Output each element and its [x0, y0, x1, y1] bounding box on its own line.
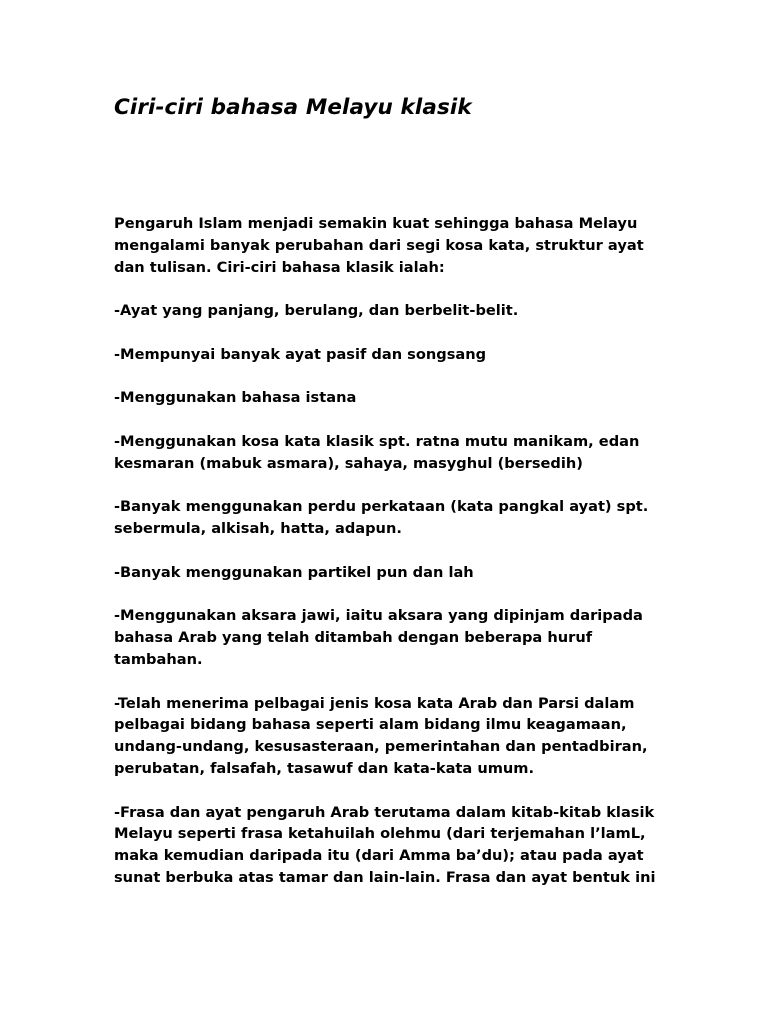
list-item-jawi-script	[114, 605, 714, 670]
text-line: -Menggunakan aksara jawi, iaitu aksara yang dipinjam daripada	[114, 607, 643, 625]
text-line: -Telah menerima pelbagai jenis kosa kata Arab dan Parsi dalam	[114, 694, 635, 712]
text-line: dan tulisan. Ciri-ciri bahasa klasik ialah:	[114, 258, 445, 276]
paragraph-intro	[114, 213, 714, 278]
list-item-sentence-openers	[114, 496, 714, 540]
list-item-palace-language	[114, 387, 714, 409]
list-item-particles	[114, 562, 714, 584]
text-line: kesmaran (mabuk asmara), sahaya, masyghul (bersedih)	[114, 454, 583, 472]
document-title: Ciri-ciri bahasa Melayu klasik	[114, 95, 472, 120]
text-line: -Ayat yang panjang, berulang, dan berbelit-belit.	[114, 302, 519, 320]
text-line: -Mempunyai banyak ayat pasif dan songsang	[114, 345, 487, 363]
text-line: -Frasa dan ayat pengaruh Arab terutama dalam kitab-kitab klasik	[114, 803, 655, 821]
list-item-passive-sentences	[114, 344, 714, 366]
text-line: -Banyak menggunakan partikel pun dan lah	[114, 563, 474, 581]
list-item-classic-vocabulary	[114, 431, 714, 475]
text-line: -Menggunakan kosa kata klasik spt. ratna mutu manikam, edan	[114, 432, 640, 450]
list-item-arabic-phrases	[114, 802, 714, 889]
document-body	[114, 213, 714, 911]
text-line: -Banyak menggunakan perdu perkataan (kata pangkal ayat) spt.	[114, 498, 649, 516]
text-line: undang-undang, kesusasteraan, pemerintahan dan pentadbiran,	[114, 738, 648, 756]
text-line: tambahan.	[114, 650, 203, 668]
text-line: perubatan, falsafah, tasawuf dan kata-kata umum.	[114, 759, 535, 777]
text-line: Melayu seperti frasa ketahuilah olehmu (dari terjemahan l’lamL,	[114, 825, 646, 843]
text-line: bahasa Arab yang telah ditambah dengan beberapa huruf	[114, 629, 593, 647]
text-line: Pengaruh Islam menjadi semakin kuat sehingga bahasa Melayu	[114, 215, 638, 232]
text-line: sunat berbuka atas tamar dan lain-lain. Frasa dan ayat bentuk ini	[114, 868, 656, 886]
text-line: -Menggunakan bahasa istana	[114, 389, 357, 407]
list-item-arabic-persian-vocabulary	[114, 693, 714, 780]
list-item-long-sentences	[114, 300, 714, 322]
text-line: pelbagai bidang bahasa seperti alam bidang ilmu keagamaan,	[114, 716, 627, 734]
text-line: mengalami banyak perubahan dari segi kosa kata, struktur ayat	[114, 236, 644, 254]
text-line: maka kemudian daripada itu (dari Amma ba’du); atau pada ayat	[114, 847, 644, 865]
text-line: sebermula, alkisah, hatta, adapun.	[114, 520, 402, 538]
